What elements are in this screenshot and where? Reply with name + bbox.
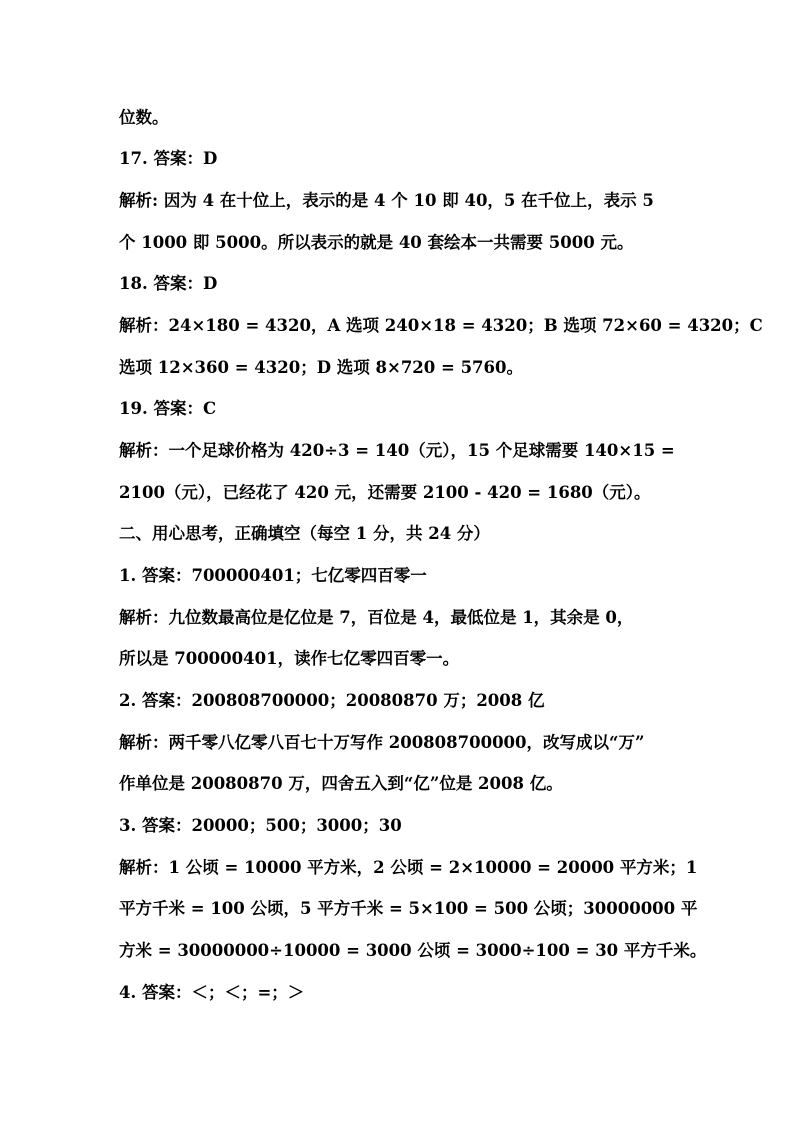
answer-19: 19. 答案：C [119, 399, 217, 418]
explanation-17-line-2: 个 1000 即 5000。所以表示的就是 40 套绘本一共需要 5000 元。 [119, 233, 634, 252]
explanation-18-line-1: 解析：24×180 = 4320，A 选项 240×18 = 4320；B 选项 72×60 = 4320；C [119, 316, 763, 335]
fill-explanation-3-line-2: 平方千米 = 100 公顷，5 平方千米 = 5×100 = 500 公顷；30000000 平 [119, 899, 698, 918]
explanation-17-line-1: 解析: 因为 4 在十位上，表示的是 4 个 10 即 40，5 在千位上，表示 5 [119, 191, 654, 210]
section-heading: 二、用心思考，正确填空（每空 1 分，共 24 分） [119, 524, 490, 543]
fill-explanation-3-line-3: 方米 = 30000000÷10000 = 3000 公顷 = 3000÷100 = 30 平方千米。 [119, 941, 707, 960]
fill-answer-2: 2. 答案：200808700000；20080870 万；2008 亿 [119, 691, 545, 710]
text-line-continuation: 位数。 [119, 108, 169, 127]
explanation-18-line-2: 选项 12×360 = 4320；D 选项 8×720 = 5760。 [119, 358, 523, 377]
fill-explanation-1-line-1: 解析：九位数最高位是亿位是 7，百位是 4，最低位是 1，其余是 0， [119, 608, 634, 627]
fill-answer-1: 1. 答案：700000401；七亿零四百零一 [119, 566, 427, 585]
fill-answer-3: 3. 答案：20000；500；3000；30 [119, 816, 402, 835]
fill-explanation-3-line-1: 解析：1 公顷 = 10000 平方米，2 公顷 = 2×10000 = 20000 平方米；1 [119, 858, 698, 877]
fill-explanation-2-line-2: 作单位是 20080870 万，四舍五入到“亿”位是 2008 亿。 [119, 774, 563, 793]
answer-18: 18. 答案：D [119, 274, 218, 293]
fill-explanation-1-line-2: 所以是 700000401，读作七亿零四百零一。 [119, 649, 460, 668]
fill-answer-4: 4. 答案：＜；＜；=；＞ [119, 983, 305, 1002]
fill-explanation-2-line-1: 解析：两千零八亿零八百七十万写作 200808700000，改写成以“万” [119, 733, 645, 752]
answer-17: 17. 答案：D [119, 149, 218, 168]
explanation-19-line-1: 解析：一个足球价格为 420÷3 = 140（元），15 个足球需要 140×15 = [119, 441, 675, 460]
explanation-19-line-2: 2100（元），已经花了 420 元，还需要 2100 - 420 = 1680（元）。 [119, 483, 651, 502]
